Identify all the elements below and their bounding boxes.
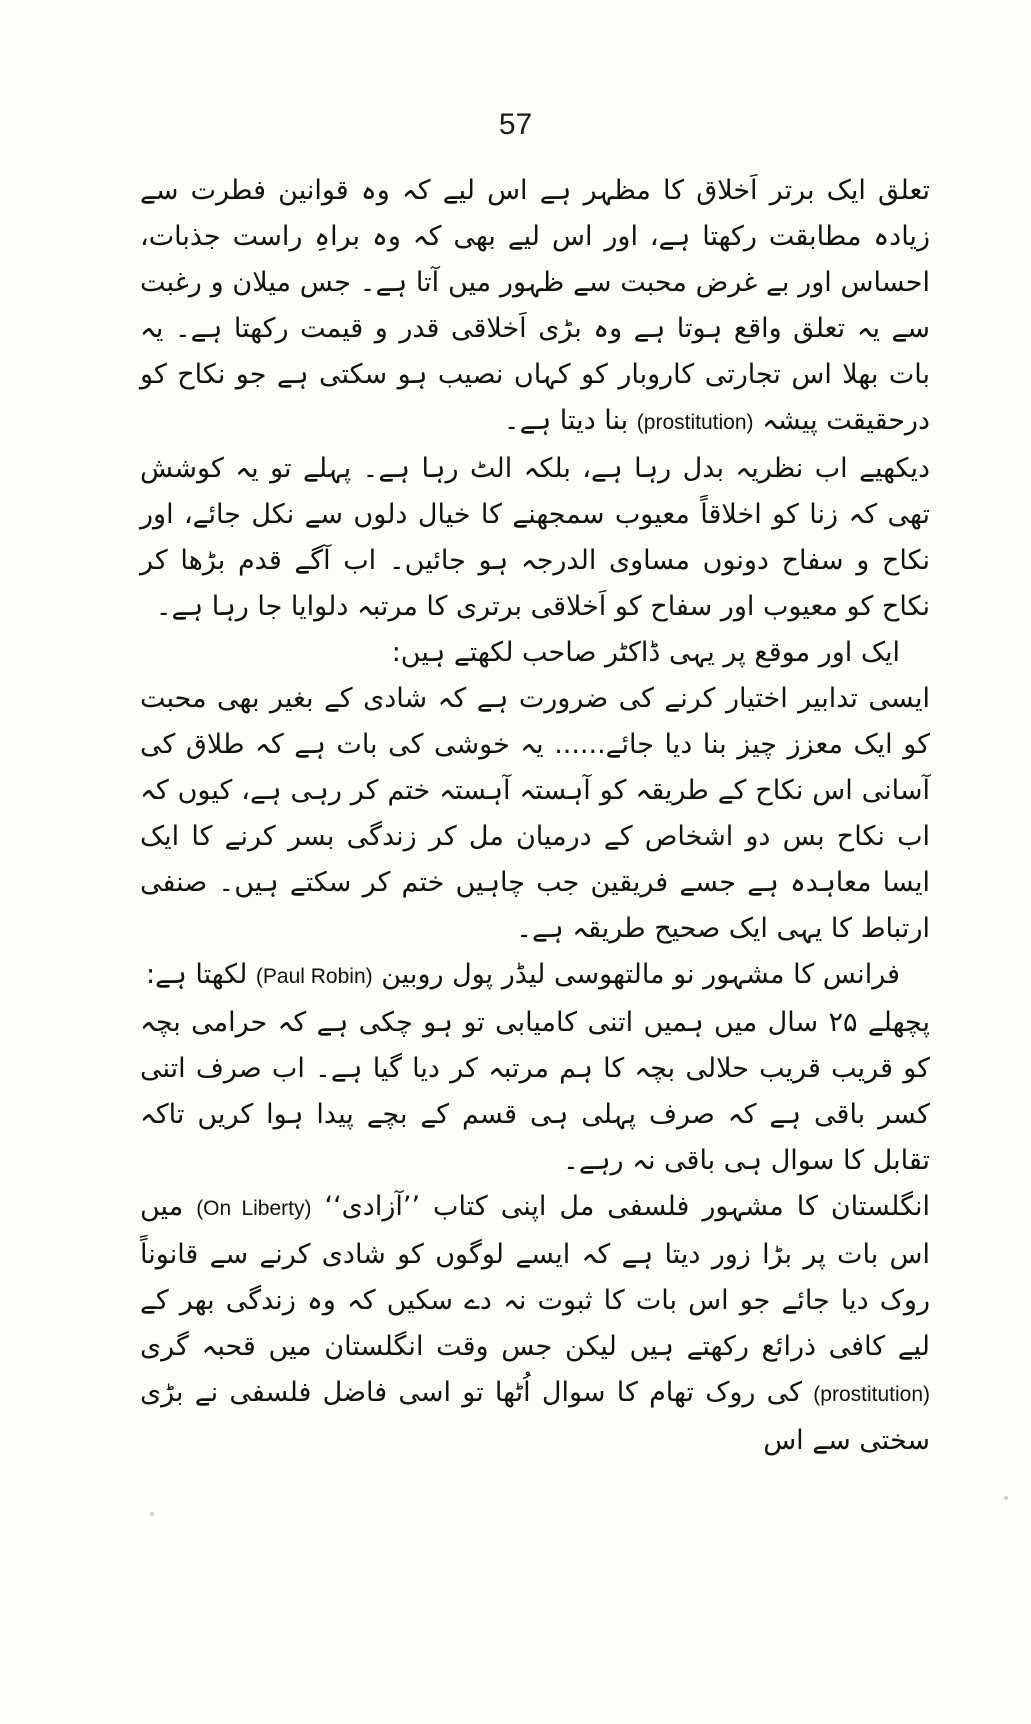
english-term-paul-robin: (Paul Robin) [255,965,373,988]
scan-speck [150,1512,154,1516]
english-term-prostitution-2: (prostitution) [813,1383,930,1406]
paragraph-7-text-mid: میں اس بات پر بڑا زور دیتا ہے کہ ایسے لوگوں کو شادی کرنے سے قانوناً روک دیا جائے جو اس بات کا ثبوت نہ دے سکیں کہ وہ زندگی بھر کے لیے کافی ذرائع رکھتے ہیں لیکن جس وقت انگلستان میں قحبہ گری [140,1191,930,1362]
paragraph-1-text: تعلق ایک برتر اَخلاق کا مظہر ہے اس لیے کہ وہ قوانین فطرت سے زیادہ مطابقت رکھتا ہے، اور اس لیے بھی کہ وہ براہِ راست جذبات، احساس اور بے غرض محبت سے ظہور میں آتا ہے۔ جس میلان و رغبت سے یہ تعلق واقع ہوتا ہے وہ بڑی اَخلاقی قدر و قیمت رکھتا ہے۔ یہ بات بھلا اس تجارتی کاروبار کو کہاں نصیب ہو سکتی ہے جو نکاح کو درحقیقت پیشہ [140,175,930,436]
scan-speck [1004,1496,1008,1500]
paragraph-2 [140,446,930,630]
paragraph-3-text: ایک اور موقع پر یہی ڈاکٹر صاحب لکھتے ہیں: [391,637,900,668]
paragraph-6-quote [140,1000,930,1184]
paragraph-5-text-end: لکھتا ہے: [146,959,248,990]
paragraph-4-text: ایسی تدابیر اختیار کرنے کی ضرورت ہے کہ شادی کے بغیر بھی محبت کو ایک معزز چیز بنا دیا جائے...... یہ خوشی کی بات ہے کہ طلاق کی آسانی اس نکاح کے طریقہ کو آہستہ آہستہ ختم کر رہی ہے، کیوں کہ اب نکاح بس دو اشخاص کے درمیان مل کر زندگی بسر کرنے کا ایک ایسا معاہدہ ہے جسے فریقین جب چاہیں ختم کر سکتے ہیں۔ صنفی ارتباط کا یہی ایک صحیح طریقہ ہے۔ [140,683,930,944]
english-term-prostitution: (prostitution) [636,411,754,434]
paragraph-4-quote [140,676,930,952]
paragraph-7-text: انگلستان کا مشہور فلسفی مل اپنی کتاب ’’آزادی‘‘ [324,1191,930,1222]
paragraph-3 [140,630,930,676]
paragraph-7-text-end: کی روک تھام کا سوال اُٹھا تو اسی فاضل فلسفی نے بڑی سختی سے اس [140,1377,930,1456]
paragraph-1-text-end: بنا دیتا ہے۔ [503,405,629,436]
paragraph-1 [140,168,930,446]
english-term-on-liberty: (On Liberty) [196,1197,312,1220]
paragraph-5-text: فرانس کا مشہور نو مالتھوسی لیڈر پول روبین [381,959,900,990]
paragraph-2-text: دیکھیے اب نظریہ بدل رہا ہے، بلکہ الٹ رہا ہے۔ پہلے تو یہ کوشش تھی کہ زنا کو اخلاقاً معیوب سمجھنے کا خیال دلوں سے نکل جائے، اور نکاح و سفاح دونوں مساوی الدرجہ ہو جائیں۔ اب آگے قدم بڑھا کر نکاح کو معیوب اور سفاح کو اَخلاقی برتری کا مرتبہ دلوایا جا رہا ہے۔ [140,453,930,622]
paragraph-5 [140,952,930,1000]
urdu-text-body [140,168,930,1464]
paragraph-6-text: پچھلے ۲۵ سال میں ہمیں اتنی کامیابی تو ہو چکی ہے کہ حرامی بچہ کو قریب قریب حلالی بچہ کا ہم مرتبہ کر دیا گیا ہے۔ اب صرف اتنی کسر باقی ہے کہ صرف پہلی ہی قسم کے بچے پیدا ہوا کریں تاکہ تقابل کا سوال ہی باقی نہ رہے۔ [140,1007,931,1176]
paragraph-7 [140,1184,930,1464]
page-number: 57 [498,108,533,141]
